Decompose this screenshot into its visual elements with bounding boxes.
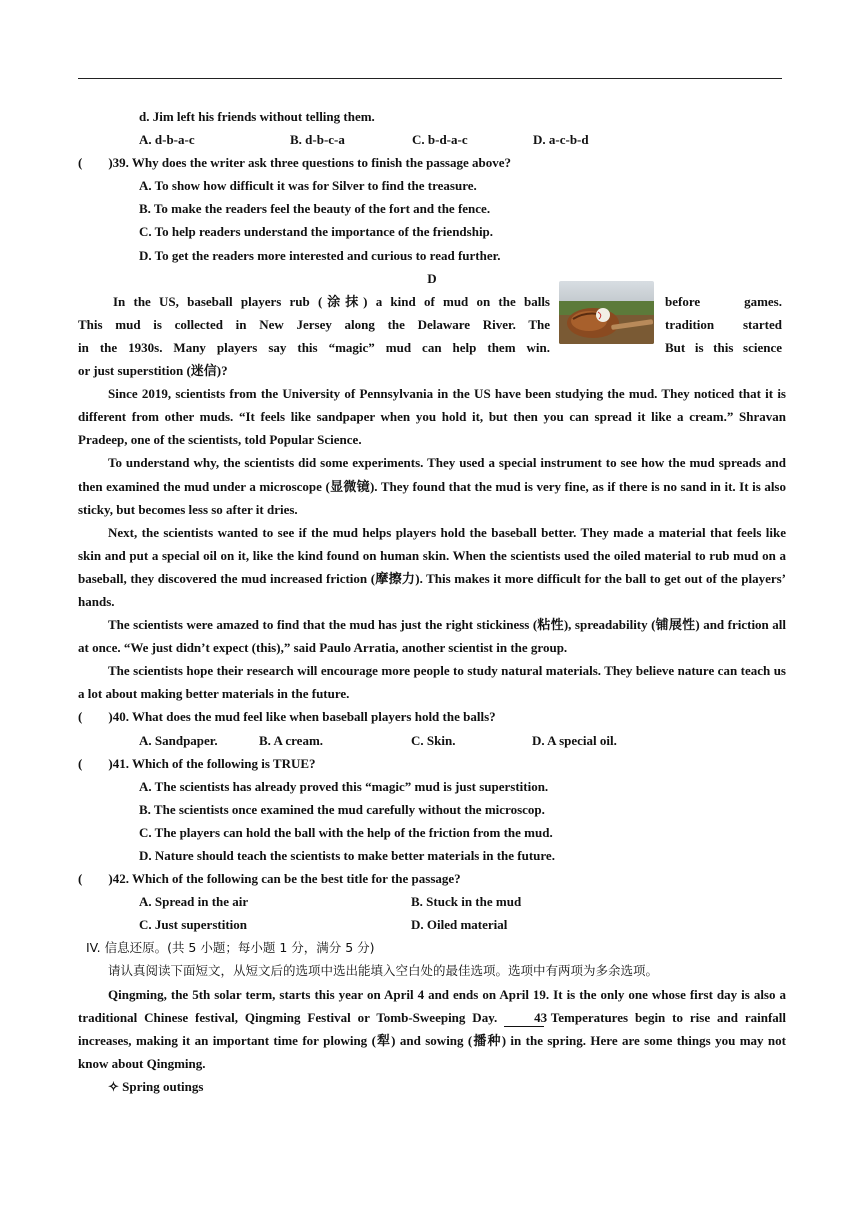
option-a: A. Spread in the air xyxy=(139,894,249,910)
q38-item-d: d. Jim left his friends without telling them. xyxy=(139,109,375,124)
q39-option-a: A. To show how difficult it was for Silver to find the treasure. xyxy=(139,178,477,194)
baseball-photo xyxy=(559,281,654,344)
q39-option-c: C. To help readers understand the importance of the friendship. xyxy=(139,224,494,240)
q39-option-b: B. To make the readers feel the beauty of the fort and the fence. xyxy=(139,201,491,217)
option-b: B. d-b-c-a xyxy=(290,132,345,148)
passage-d-paragraph-2: To understand why, the scientists did some experiments. They used a special instrument to see how the mud spreads and then examined the mud under a microscope (显微镜). They found that the mud is very fine, as if there is no sand in it. It is also sticky, but becomes less so after it dries. xyxy=(78,455,786,517)
answer-paren-close: ) xyxy=(108,755,113,771)
option-c: C. Skin. xyxy=(411,732,456,748)
header-rule xyxy=(78,78,782,79)
q42-options-row-2 xyxy=(78,913,786,936)
passage-d-paragraph-3: Next, the scientists wanted to see if the mud helps players hold the baseball better. They made a material that feels like skin and put a special oil on it, like the kind found on human skin. When the scientists used the oiled material to rub mud on a baseball, they discovered the mud increased friction (摩擦力). This makes it more difficult for the ball to get out of the players’ hands. xyxy=(78,524,786,609)
passage-d-paragraph-4: The scientists were amazed to find that the mud has just the right stickiness (粘性), spreadability (铺展性) and friction all at once. “We just didn’t expect (this),” said Paulo Arratia, another scientist in the group. xyxy=(78,617,786,656)
option-c: C. Just superstition xyxy=(139,917,247,933)
baseball-glove-image xyxy=(559,281,654,344)
answer-paren-open: ( xyxy=(78,709,83,725)
blank-43[interactable]: 43 xyxy=(504,1010,544,1027)
q41-option-b: B. The scientists once examined the mud carefully without the microscop. xyxy=(139,801,545,817)
passage-d-intro xyxy=(78,290,786,382)
q42-question xyxy=(78,867,786,890)
q42-text: 42. Which of the following can be the best title for the passage? xyxy=(112,871,461,887)
intro-left-3: in the 1930s. Many players say this “magic” mud can help them win. xyxy=(78,339,550,355)
q40-text: 40. What does the mud feel like when baseball players hold the balls? xyxy=(112,709,496,725)
section-4-heading: IV. 信息还原。(共 5 小题；每小题 1 分，满分 5 分) xyxy=(86,940,375,956)
q39-question: ( )39. Why does the writer ask three questions to finish the passage above? xyxy=(78,155,511,171)
q42-options-row-1 xyxy=(78,890,786,913)
option-d: D. Oiled material xyxy=(411,917,508,933)
spring-outings-heading: ✧ Spring outings xyxy=(108,1078,204,1094)
q41-option-d: D. Nature should teach the scientists to make better materials in the future. xyxy=(139,848,555,864)
q41-option-c: C. The players can hold the ball with the help of the friction from the mud. xyxy=(139,824,553,840)
intro-right-3: But is this science xyxy=(665,339,782,355)
intro-right-1: before games. xyxy=(665,293,782,309)
option-b: B. A cream. xyxy=(259,732,324,748)
answer-paren-close: ) xyxy=(108,709,113,725)
q40-options xyxy=(78,729,786,752)
answer-paren-close: ) xyxy=(108,871,113,887)
option-a: A. Sandpaper. xyxy=(139,732,218,748)
qingming-paragraph xyxy=(78,983,786,1075)
answer-paren-open: ( xyxy=(78,871,83,887)
passage-d-paragraph-5: The scientists hope their research will encourage more people to study natural materials. They believe nature can teach us a lot about making better materials in the future. xyxy=(78,663,786,702)
option-a: A. d-b-a-c xyxy=(139,132,195,148)
option-c: C. b-d-a-c xyxy=(412,132,468,148)
intro-left-1: In the US, baseball players rub (涂抹) a kind of mud on the balls xyxy=(113,293,550,309)
intro-end: or just superstition (迷信)? xyxy=(78,363,228,379)
qingming-text-b: Temperatures begin to rise and rainfall increases, making it an important time for plowing (犁) and sowing (播种) in the spring. Here are some things you may not know about Qingming. xyxy=(78,1009,786,1071)
q41-question xyxy=(78,752,786,775)
q41-text: 41. Which of the following is TRUE? xyxy=(112,755,316,771)
passage-d-heading: D xyxy=(427,270,437,286)
intro-right-2: tradition started xyxy=(665,316,782,332)
answer-paren-open: ( xyxy=(78,755,83,771)
passage-d-paragraph-1: Since 2019, scientists from the University of Pennsylvania in the US have been studying the mud. They noticed that it is different from other muds. “It feels like sandpaper when you hold it, but then you can spread it like a cream.” Shravan Pradeep, one of the scientists, told Popular Science. xyxy=(78,386,786,448)
option-b: B. Stuck in the mud xyxy=(411,894,522,910)
qingming-text-a: Qingming, the 5th solar term, starts this year on April 4 and ends on April 19. It is the only one whose first day is also a traditional Chinese festival, Qingming Festival or Tomb-Sweeping Day. xyxy=(78,986,786,1025)
exam-page xyxy=(78,105,786,1098)
q38-options xyxy=(78,128,786,151)
q40-question xyxy=(78,705,786,728)
intro-left-2: This mud is collected in New Jersey along the Delaware River. The xyxy=(78,316,550,332)
option-d: D. A special oil. xyxy=(532,732,617,748)
option-d: D. a-c-b-d xyxy=(533,132,589,148)
section-4-instruction: 请认真阅读下面短文，从短文后的选项中选出能填入空白处的最佳选项。选项中有两项为多余选项。 xyxy=(108,963,659,979)
q39-option-d: D. To get the readers more interested and curious to read further. xyxy=(139,247,501,263)
q41-option-a: A. The scientists has already proved this “magic” mud is just superstition. xyxy=(139,778,549,794)
